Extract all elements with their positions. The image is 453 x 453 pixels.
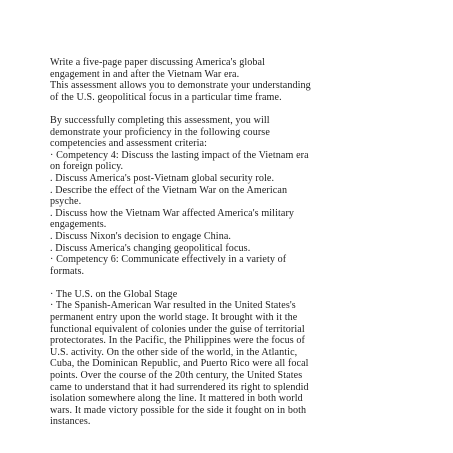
text-line: permanent entry upon the world stage. It brought with it the: [50, 312, 298, 324]
competency-4-line: · Competency 4: Discuss the lasting impact of the Vietnam era: [50, 149, 309, 161]
text-line: wars. It made victory possible for the side it fought on in both: [50, 404, 307, 416]
global-stage-paragraph: [50, 289, 450, 428]
text-line: protectorates. In the Pacific, the Philippines were the focus of: [50, 335, 306, 347]
text-line: of the U.S. geopolitical focus in a particular time frame.: [50, 91, 282, 103]
text-line: · The Spanish-American War resulted in the United States's: [50, 300, 296, 312]
text-line: instances.: [50, 416, 91, 428]
competency-6-line: · Competency 6: Communicate effectively in a variety of: [50, 254, 287, 266]
paragraph-gap: [50, 277, 450, 289]
text-line: By successfully completing this assessment, you will: [50, 114, 270, 126]
text-line: psyche.: [50, 196, 82, 208]
text-line: U.S. activity. On the other side of the world, in the Atlantic,: [50, 346, 298, 358]
text-line: Write a five-page paper discussing America's global: [50, 57, 266, 68]
text-line: This assessment allows you to demonstrate your understanding: [50, 80, 311, 92]
text-line: functional equivalent of colonies under the guise of territorial: [50, 323, 305, 335]
criterion-line: . Discuss America's changing geopolitical focus.: [50, 242, 251, 254]
text-line: engagement in and after the Vietnam War era.: [50, 68, 240, 80]
text-line: engagements.: [50, 219, 107, 231]
text-line: Cuba, the Dominican Republic, and Puerto Rico were all focal: [50, 358, 309, 370]
text-line: competencies and assessment criteria:: [50, 138, 208, 150]
paragraph-gap: [50, 103, 450, 115]
text-line: came to understand that it had surrendered its right to splendid: [50, 381, 309, 393]
text-line: isolation somewhere along the line. It mattered in both world: [50, 393, 303, 405]
competencies-paragraph: [50, 115, 450, 277]
criterion-line: . Discuss America's post-Vietnam global security role.: [50, 172, 275, 184]
criterion-line: . Discuss Nixon's decision to engage China.: [50, 230, 232, 242]
criterion-line: . Describe the effect of the Vietnam War on the American: [50, 184, 288, 196]
intro-paragraph: [50, 57, 450, 103]
text-line: demonstrate your proficiency in the following course: [50, 126, 270, 138]
text-line: on foreign policy.: [50, 161, 124, 173]
text-line: formats.: [50, 265, 85, 277]
text-line: points. Over the course of the 20th century, the United States: [50, 370, 303, 382]
criterion-line: . Discuss how the Vietnam War affected America's military: [50, 207, 295, 219]
document-body: [50, 57, 450, 428]
section-heading-line: · The U.S. on the Global Stage: [50, 288, 178, 300]
